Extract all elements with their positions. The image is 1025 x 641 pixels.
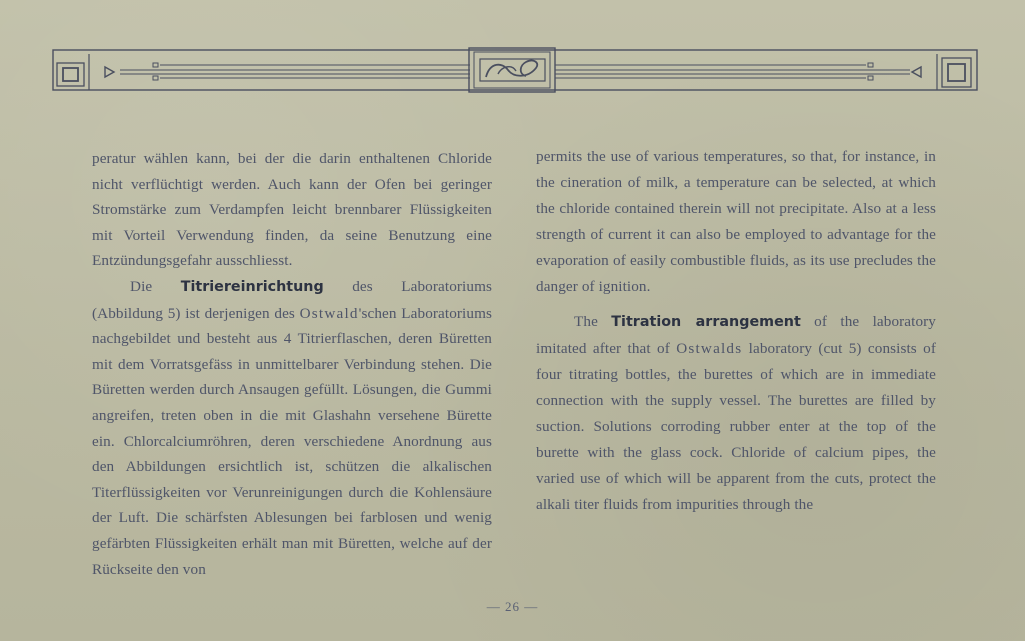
english-paragraph-titration: The Titration arrangement of the laboratory imitated after that of Ostwalds laboratory (cut 5) consists of four titrating bottles, the burettes of which are in immediate connection with the supply vessel. The burettes are filled by suction. Solutions corroding rubber enter at the top of the burette with the glass cock. Chloride of calcium pipes, the varied use of which will be apparent from the cuts, protect the alkali titer fluids from impurities through the [536, 313, 936, 513]
center-medallion-frame [469, 48, 555, 92]
right-square-ornament-icon [942, 58, 971, 87]
left-inner-square-icon [63, 68, 78, 81]
german-ostwald-name: Ostwald [299, 304, 359, 322]
german-titration-heading: Titriereinrichtung [180, 278, 324, 295]
right-inner-square-icon [948, 64, 965, 81]
english-text-column [536, 144, 936, 518]
left-square-ornament-icon [57, 63, 84, 86]
center-scroll-ornament-icon [486, 61, 537, 77]
german-paragraph-titration: Die Titriereinrichtung des Laboratoriums (Abbildung 5) ist derjenigen des Ostwald'schen Laboratoriums nachgebildet und besteht aus 4 Titrierflaschen, deren Büretten mit dem Vorratsgefäss in unmittelbarer Verbindung stehen. Die Büretten werden durch Ansaugen gefüllt. Lösungen, die Gummi angreifen, treten oben in die mit Glashahn versehene Bürette ein. Chlorcalciumröhren, deren verschiedene Anordnung aus den Abbildungen ersichtlich ist, schützen die alkalischen Titerflüssigkeiten vor Verunreinigungen durch die Kohlensäure der Luft. Die schärfsten Ablesungen bei farblosen und wenig gefärbten Flüssigkeiten erhält man mit Büretten, welche auf der Rückseite den von [92, 277, 492, 578]
english-ostwald-name: Ostwalds [676, 340, 743, 358]
german-paragraph-oven: peratur wählen kann, bei der die darin enthaltenen Chloride nicht verflüchtigt werden. Auch kann der Ofen bei geringer Stromstärke zum Verdampfen leicht brennbarer Flüssigkeiten mit Vorteil Verwendung finden, da seine Benutzung eine Entzündungsgefahr ausschliesst. [92, 150, 492, 270]
decorative-header-border [50, 44, 980, 98]
german-text-column [92, 146, 492, 582]
page-number: — 26 — [486, 599, 539, 614]
left-arrow-ornament-icon [105, 67, 114, 77]
right-arrow-ornament-icon [912, 67, 921, 77]
english-paragraph-oven: permits the use of various temperatures, so that, for instance, in the cineration of milk, a temperature can be selected, at which the chloride contained therein will not precipitate. Also at a less strength of current it can also be employed to advantage for the evaporation of easily combustible fluids, as its use precludes the danger of ignition. [536, 148, 936, 295]
english-titration-heading: Titration arrangement [611, 314, 801, 331]
